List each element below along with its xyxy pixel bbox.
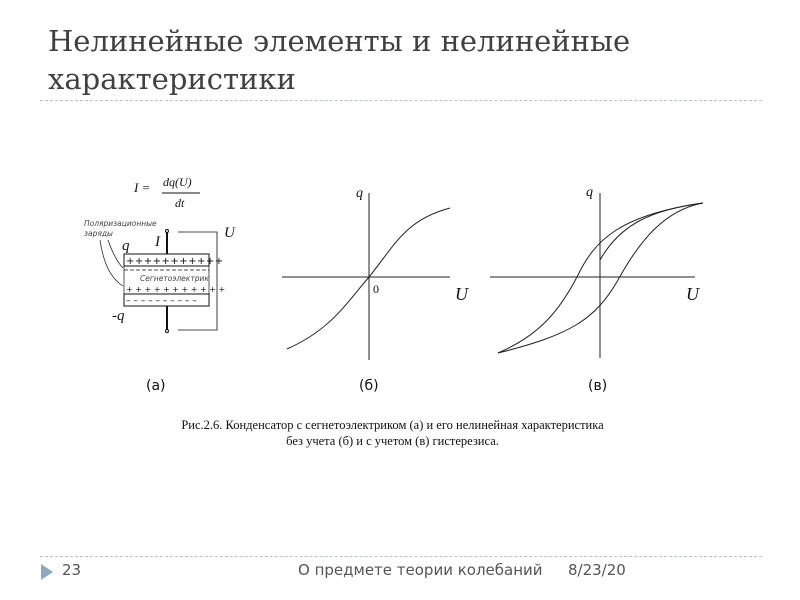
footer-date: 8/23/20 [568, 561, 626, 579]
minus-q-label: -q [112, 308, 125, 324]
page-number: 23 [62, 561, 82, 579]
formula-lhs: I = [134, 180, 151, 195]
plus-charges: +++++++++++ [126, 256, 224, 267]
footer-text: О предмете теории колебаний [298, 561, 543, 579]
label-a: (а) [146, 378, 166, 394]
plot-b [282, 193, 450, 360]
formula-den: dt [175, 196, 185, 210]
slide-title: Нелинейные элементы и нелинейные характеристики [48, 24, 631, 96]
inner-plus: + + + + + + + + + + + [126, 285, 226, 294]
caption-line-1: Рис.2.6. Конденсатор с сегнетоэлектриком (а) и его нелинейная характеристика [181, 418, 604, 432]
label-v: (в) [588, 378, 608, 394]
u-label-b: U [455, 284, 468, 304]
zero-label: 0 [373, 282, 379, 296]
q-label-v: q [586, 185, 593, 200]
caption-line-2: без учета (б) и с учетом (в) гистерезиса. [286, 434, 499, 448]
current-label: I [155, 234, 160, 250]
u-label-v: U [686, 284, 699, 304]
bullet-triangle-icon [41, 564, 53, 580]
plot-v [490, 193, 703, 358]
polarization-label-1: Поляризационные [84, 219, 157, 228]
dielectric-label: Сегнетоэлектрик [140, 274, 209, 283]
q-label-a: q [122, 238, 130, 254]
polarization-label-2: заряды [84, 229, 113, 238]
voltage-label-a: U [224, 225, 235, 241]
label-b: (б) [359, 378, 379, 394]
formula-num: dq(U) [163, 175, 192, 189]
minus-charges: – – – – – – – – – – [126, 296, 197, 306]
q-label-b: q [356, 186, 363, 201]
footer-divider [40, 556, 762, 557]
